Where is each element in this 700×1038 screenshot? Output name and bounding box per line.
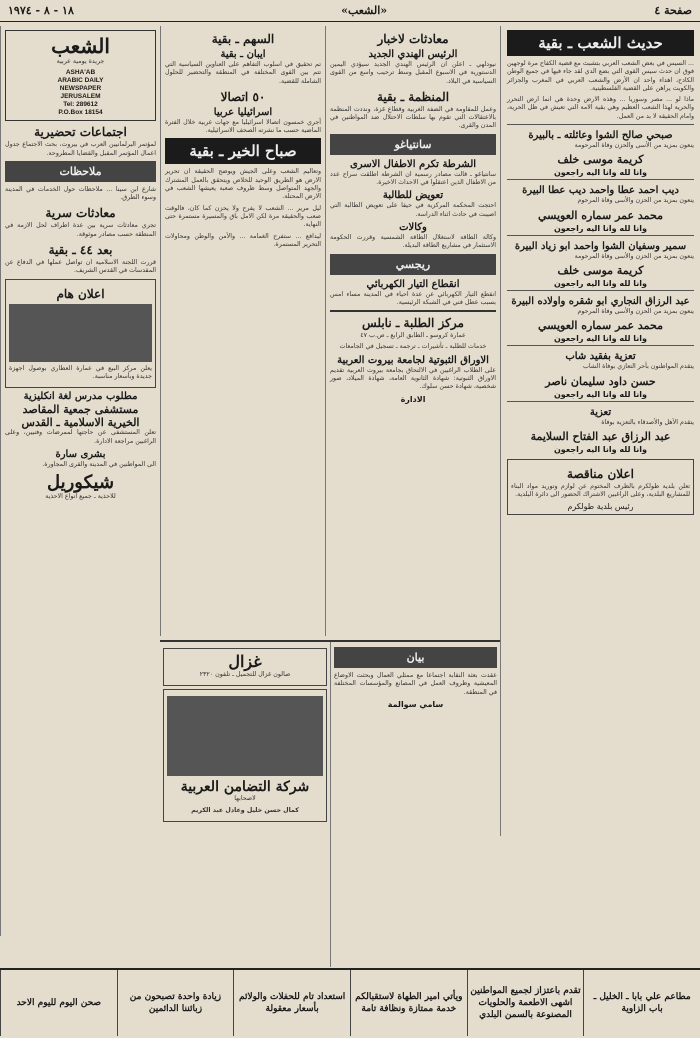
logo-arabic: الشعب — [51, 34, 110, 58]
center-body: على الطلاب الراغبين في الالتحاق بجامعة بيروت العربية تقديم الاوراق الثبوتية: شهادة الثانوية العامة، شهادة الميلاد، صور شخصية، شهادة حسن سلوك. — [330, 366, 496, 391]
obituary-sub: ينعون بمزيد من الحزن والأسى وفاة المرحومة — [574, 252, 694, 260]
paper-name: «الشعب» — [341, 4, 388, 17]
article-title: معادثات سرية — [45, 206, 116, 221]
tender-sig: رئيس بلدية طولكرم — [567, 502, 634, 512]
article-body: ... السيس في بعض الشعب العربي بتشبث مع قضية الكفاح مرة لوجهين فوق ان حدث سيس القوى التي بضع الدي لقد جاء فيها في جميع الوطن الكادح، اهداء واحد ان الأرض والشعب العربي في المغرب والجزائر والكويت يراهن على القضية الفلسطينية. — [507, 60, 694, 92]
center-services: خدمات للطلبة ـ تأشيرات ـ ترجمة ـ تسجيل في الجامعات — [339, 343, 487, 351]
statement-body: عقدت بعثة النقابة اجتماعا مع ممثلي العمال وبحثت الاوضاع المعيشية وظروف العمل في المصانع والمؤسسات المختلفة في المنطقة. — [334, 672, 497, 696]
salon-body: صالون غزال للتجميل ـ تلفون ٢٣٢٠ — [199, 671, 291, 678]
bottom-ad: مطاعم علي بابا ـ الخليل ـ باب الزاوية — [583, 970, 700, 1036]
obituary-sub: ينعون بمزيد من الأسى والحزن وفاة المرحومة — [574, 142, 694, 150]
obituary-sub: يتقدم المواطنون بأحر التعازي بوفاة الشاب — [582, 363, 694, 371]
article-title: بعد ٤٤ ـ بقية — [48, 243, 113, 258]
hospital-name: مستشفى جمعية المقاصد الخيرية الاسلامية ـ القدس — [21, 403, 140, 430]
obituary — [507, 124, 694, 179]
obituary-name: محمد عمر سماره العويسي — [537, 319, 664, 333]
article-title: معادثات لاخبار — [377, 32, 449, 46]
logo-en: NEWSPAPER — [59, 85, 102, 93]
article-title: السهم ـ بقية — [211, 32, 275, 46]
box-subtitle: انقطاع التيار الكهربائي — [366, 278, 460, 290]
column-center-right — [325, 26, 500, 636]
center-title: مركز الطلبة ـ نابلس — [362, 316, 464, 331]
article-title: المنظمة ـ بقية — [376, 89, 450, 104]
ads-box — [160, 642, 330, 967]
box-body: انقطع التيار الكهربائي عن عدة احياء في المدينة مساء امس بسبب عطل فني في الشبكة الرئيسية. — [330, 290, 496, 306]
company-ad — [163, 689, 327, 822]
obituary-sig: وانا لله وانا اليه راجعون — [553, 223, 648, 233]
bottom-ad: استعداد تام للحفلات والولائم بأسعار معقولة — [233, 970, 350, 1036]
notes-title: ملاحظات — [5, 161, 156, 182]
company-sig: كمال حسن خليل وعادل عبد الكريم — [191, 806, 299, 814]
obituary-title: تعزية بفقيد شاب — [565, 351, 636, 363]
article-body: نيودلهي ـ اعلن ان الرئيس الهندي الجديد سيؤدي اليمين الدستورية في الاسبوع المقبل وسط ترحيب واسع من القوى السياسية في البلاد. — [330, 61, 496, 85]
article-title: ٥٠ اتصالا — [220, 89, 266, 104]
obituary — [507, 179, 694, 234]
obituary-name: عبد الرزاق عبد الفتاح السلايمة — [530, 429, 671, 443]
obituary-sig: وانا لله وانا اليه راجعون — [553, 389, 648, 399]
obituary-title: تعزية — [589, 406, 612, 418]
company-title: شركة التضامن العربية — [180, 779, 310, 796]
section-title: حديث الشعب ـ بقية — [507, 30, 694, 56]
ad-image — [9, 304, 152, 362]
obituary-sig: وانا لله وانا اليه راجعون — [553, 334, 648, 344]
ad-title: مطلوب مدرس لغة انكليزية — [23, 391, 138, 403]
obituary-title: سمير وسفيان الشوا واحمد ابو زياد البيرة — [514, 240, 687, 252]
salon-title: غزال — [228, 652, 262, 671]
ad-title: بشرى سارة — [55, 448, 106, 460]
article-body: قررت اللجنة الاسلامية ان تواصل عملها في الدفاع عن المقدسات في القدس الشريف. — [5, 259, 156, 275]
company-sub: لاصحابها — [234, 795, 256, 803]
obituary — [507, 401, 694, 456]
logo-en: ASHA'AB — [65, 69, 96, 77]
salon-ad — [163, 648, 327, 686]
article-body: أجري خمسون اتصالا اسرائيليا مع جهات عربية خلال الفترة الماضية حسب ما نشرته الصحف الاسرائيلية. — [165, 118, 321, 135]
obituary-sig: وانا لله وانا اليه راجعون — [553, 278, 648, 288]
lower-middle-ads — [160, 640, 500, 967]
obituary-title: صبحي صالح الشوا وعائلته ـ بالبيرة — [528, 130, 673, 142]
ad-body: يعلن مركز البيع في عمارة العطاري بوصول اجهزة جديدة وبأسعار مناسبة. — [9, 364, 152, 380]
center-address: عمارة كروسو ـ الطابق الرابع ـ ص.ب ٤٧ — [360, 332, 466, 340]
box-body: احتجت المحكمة المركزية في حيفا على تعويض الطالبة التي اصيبت في حادث اثناء الدراسة. — [330, 202, 496, 218]
box-title: تعويض للطالبة — [382, 190, 444, 202]
obituary-name: كريمة موسى خلف — [557, 153, 644, 167]
article-body: ليل مرير ... الشعب لا يفرح ولا يحزن كما كان، فالوقت صعب والحقيقة مرة لكن الامل باق والمسيرة مستمرة حتى النهاية. — [165, 204, 321, 229]
ad-body: الى المواطنين في المدينة والقرى المجاورة. — [42, 460, 156, 468]
obituary-title: عبد الرزاق النجاري ابو شقره واولاده البيرة — [511, 295, 690, 307]
bottom-ad: صحن اليوم لليوم الاحد — [0, 970, 117, 1036]
obituary-sub: ينعون بمزيد من الحزن والأسى وفاة المرحوم — [577, 307, 694, 315]
column-left — [0, 26, 160, 936]
box-body: وكالة الطاقة لاستغلال الطاقة الشمسية وقررت الحكومة الاستثمار في مشاريع الطاقة البديلة. — [330, 233, 496, 250]
divider — [330, 310, 496, 312]
obituary-sub: ينعون بمزيد من الحزن والأسى وفاة المرحوم — [577, 197, 694, 205]
statement-sig: سامي سوالمة — [387, 699, 444, 709]
obituary — [507, 235, 694, 290]
obituary — [507, 290, 694, 345]
article-body: تم تحقيق في اسلوب التفاهم على العناوين السياسية التي تتم بين القوى المختلفة في المنطقة والتحضير للحلول الشاملة للقضية. — [165, 61, 321, 85]
article-body: تجري معادثات سرية بين عدة اطراف لحل الازمة في المنطقة حسب مصادر موثوقة. — [5, 222, 156, 238]
box-title: وكالات — [399, 221, 427, 233]
bottom-ad: زيادة واحدة تصبحون من زبائننا الدائمين — [117, 970, 234, 1036]
obituary-name: كريمة موسى خلف — [557, 263, 644, 277]
article-title-b: ايبان ـ بقية — [220, 49, 266, 60]
box-body: سانتياغو ـ قالت مصادر رسمية ان الشرطة اطلقت سراح عدد من الاطفال الذين اعتقلوا في الاحداث الاخيرة. — [330, 170, 496, 187]
bottom-ad: ويأتي امير الطهاة لاستقبالكم خدمة ممتازة ونظافة تامة — [350, 970, 467, 1036]
bottom-ad: تقدم باعتزاز لجميع المواطنين اشهى الاطعمة والحلويات المصنوعة بالسمن البلدي — [467, 970, 584, 1036]
box-title: ريجسي — [330, 254, 496, 275]
tender-title: اعلان مناقصة — [567, 466, 634, 481]
page-header — [0, 0, 700, 22]
issue-date: ١٨ - ٨ - ١٩٧٤ — [8, 4, 74, 17]
statement-box — [330, 642, 500, 967]
obituary — [507, 345, 694, 400]
masthead-logo — [5, 30, 156, 121]
tender-body: تعلن بلدية طولكرم بالظرف المختوم عن لوازم وتوريد مواد البناء للمشاريع البلدية، وعلى الراغبين الاشتراك الحضور الى دائرة البلدية. — [511, 482, 690, 499]
obituary-title: ديب احمد عطا واحمد ديب عطا البيرة — [522, 185, 679, 197]
logo-en: P.O.Box 18154 — [58, 109, 103, 117]
article-body: لمؤتمر البرلمانيين العرب في بيروت، بحث الاجتماع جدول اعمال المؤتمر المقبل والقضايا المطروحة. — [5, 141, 156, 157]
obituary-sig: وانا لله وانا اليه راجعون — [553, 444, 648, 454]
company-image — [167, 696, 323, 776]
bottom-ad-strip — [0, 968, 700, 1036]
box-subtitle: الشرطة تكرم الاطفال الاسرى — [349, 158, 477, 170]
center-sig: الادارة — [400, 394, 426, 404]
article-subtitle: اسرائيليا عربيا — [213, 106, 273, 118]
logo-en: Tel: 289612 — [63, 101, 98, 109]
ad-title: اعلان هام — [56, 286, 105, 301]
ad-body: للاحذية ـ جميع انواع الاحذية — [45, 493, 116, 501]
page-number: صفحة ٤ — [654, 4, 692, 17]
logo-en: ARABIC DAILY — [57, 77, 104, 85]
logo-en: JERUSALEM — [60, 93, 101, 101]
article-body: شارع ابن سينا ... ملاحظات حول الخدمات في المدينة وسوء الطرق. — [5, 185, 156, 202]
ad-box — [5, 279, 156, 389]
obituary-sub: يتقدم الأهل والأصدقاء بالتعزية بوفاة — [601, 418, 694, 426]
statement-title: بيان — [334, 647, 497, 668]
article-title: اجتماعات تحضيرية — [34, 125, 127, 140]
ad-body: تعلن المستشفى عن حاجتها لممرضات وفنيين، وعلى الراغبين مراجعة الادارة. — [5, 429, 156, 445]
box-title: سانتياغو — [330, 134, 496, 155]
obituary-name: حسن داود سليمان ناصر — [545, 374, 656, 388]
tender-notice — [507, 459, 694, 516]
center-subtitle: الاوراق الثبوتية لجامعة بيروت العربية — [337, 354, 489, 366]
shoe-brand: شيكوريل — [46, 472, 115, 494]
column-center-left — [160, 26, 325, 636]
obituary-name: محمد عمر سماره العويسي — [537, 208, 664, 222]
article-body: وتعاليم الشعب وعلى الجيش ويوضح الحقيقة ان تحرير الارض هو الطريق الوحيد للخلاص ويتحقق بالعمل المشترك والجهد المتواصل وسط ظروف صعبة يعيشها الشعب في الارض المحتلة. — [165, 168, 321, 201]
logo-sub: جريدة يومية عربية — [56, 58, 105, 65]
article-body: ماذا لو ... مصر وسوريا ... وهذه الارض وحدة هي انما ارض التحرر والحرية لهذا الشعب العظيم وهي بقية الامة التي تعيش في ظل الحرية، وامام الحقيقة لا بد من العمل. — [507, 96, 694, 120]
column-right — [500, 26, 700, 836]
morning-title: صباح الخير ـ بقية — [165, 138, 321, 164]
article-body: وعمل للمقاومة في الضفة الغربية وقطاع غزة، ونددت المنظمة بالاعتقالات التي تقوم بها سلطات الاحتلال ضد المواطنين في المدن والقرى. — [330, 105, 496, 130]
article-body: ليدافع ... ستفرح الغمامة ... والأمن والوطن ومحاولات التحرير المستمرة. — [165, 232, 321, 248]
article-subtitle: الرئيس الهندي الجديد — [368, 49, 458, 60]
obituary-sig: وانا لله وانا اليه راجعون — [553, 168, 648, 178]
